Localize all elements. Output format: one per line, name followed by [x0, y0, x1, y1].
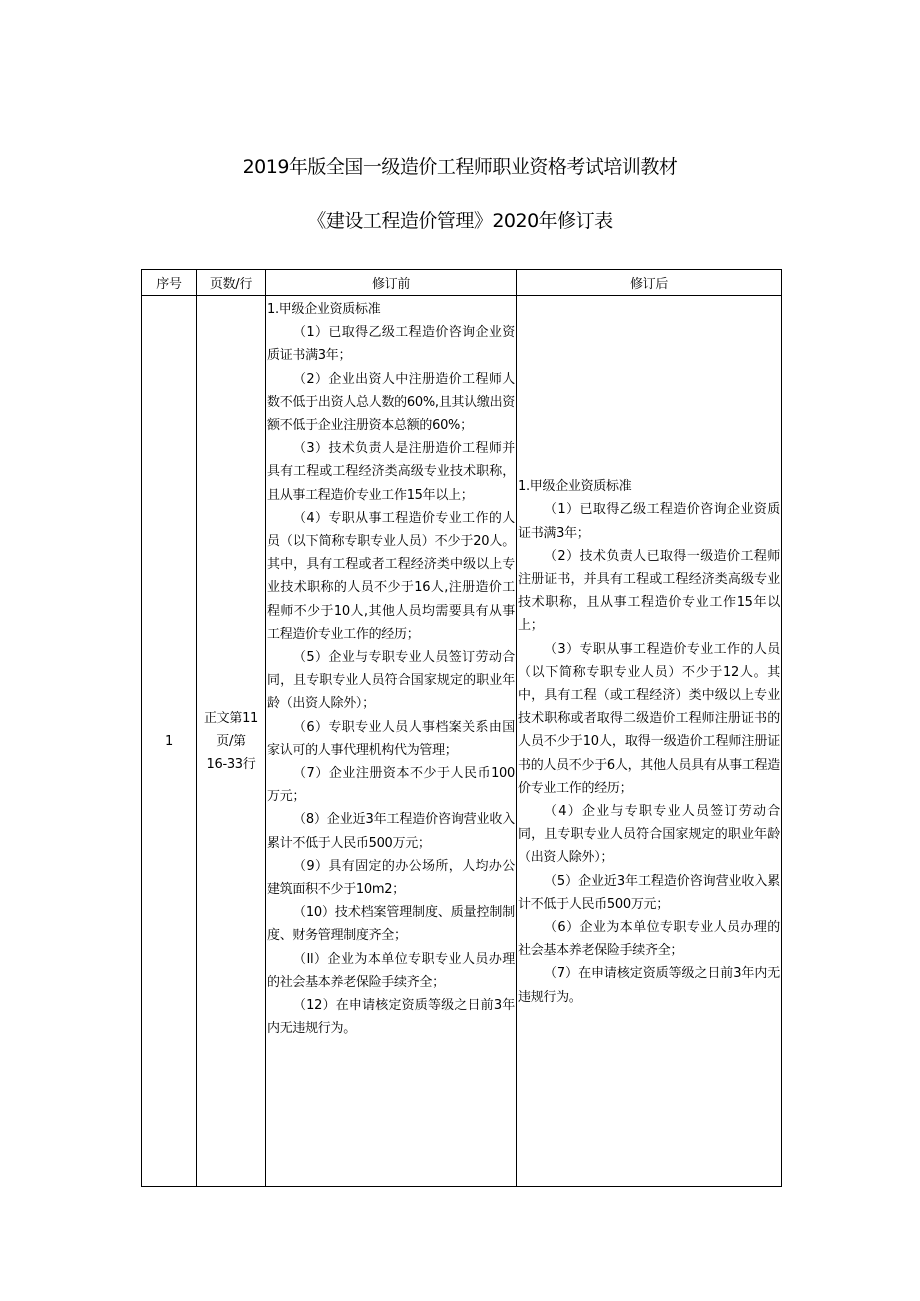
document-title: 2019年版全国一级造价工程师职业资格考试培训教材: [242, 156, 678, 178]
before-paragraph: （8）企业近3年工程造价咨询营业收入累计不低于人民币500万元；: [267, 812, 515, 851]
table-row: [142, 296, 782, 1187]
after-paragraph: （6）企业为本单位专职专业人员办理的社会基本养老保险手续齐全；: [518, 920, 780, 959]
before-paragraph: （1）已取得乙级工程造价咨询企业资质证书满3年；: [267, 325, 515, 364]
after-paragraph: （5）企业近3年工程造价咨询营业收入累计不低于人民币500万元；: [518, 873, 780, 912]
before-paragraph: （6）专职专业人员人事档案关系由国家认可的人事代理机构代为管理；: [267, 719, 515, 758]
page-line-cell: [197, 296, 266, 1187]
header-seq: 序号: [142, 270, 197, 296]
before-paragraph: （5）企业与专职专业人员签订劳动合同，且专职专业人员符合国家规定的职业年龄（出资人除外）；: [267, 650, 515, 712]
after-paragraph: （3）专职从事工程造价专业工作的人员（以下简称专职专业人员）不少于12人。其中，具有工程（或工程经济）类中级以上专业技术职称或者取得二级造价工程师注册证书的人员不少于10人，取得一级造价工程师注册证书的人员不少于6人，其他人员具有从事工程造价专业工作的经历；: [518, 641, 780, 796]
before-paragraph: 1.甲级企业资质标准: [267, 302, 381, 317]
page-line-text: 16-33行: [206, 756, 256, 772]
page-line-text: 正文第11: [203, 710, 259, 726]
after-paragraph: （2）技术负责人已取得一级造价工程师注册证书，并具有工程或工程经济类高级专业技术职称，且从事工程造价专业工作15年以上；: [518, 548, 780, 634]
before-paragraph: （9）具有固定的办公场所，人均办公建筑面积不少于10m2；: [267, 858, 515, 898]
document-subtitle: 《建设工程造价管理》2020年修订表: [307, 210, 613, 232]
header-page-line: 页数/行: [197, 270, 266, 296]
revision-table: [141, 269, 782, 1187]
page-line-text: 页/第: [216, 733, 246, 749]
after-paragraph: （1）已取得乙级工程造价咨询企业资质证书满3年；: [518, 502, 780, 541]
before-paragraph: （2）企业出资人中注册造价工程师人数不低于出资人总人数的60%,且其认缴出资额不低于企业注册资本总额的60%；: [267, 371, 515, 434]
before-paragraph: （7）企业注册资本不少于人民币100万元；: [267, 766, 515, 805]
before-paragraph: （3）技术负责人是注册造价工程师并具有工程或工程经济类高级专业技术职称，且从事工程造价专业工作15年以上；: [267, 441, 515, 503]
table-header-row: [142, 270, 782, 296]
after-paragraph: （7）在申请核定资质等级之日前3年内无违规行为。: [518, 966, 780, 1005]
after-cell: [517, 296, 782, 1187]
after-paragraph: 1.甲级企业资质标准: [518, 479, 632, 495]
header-before: 修订前: [266, 270, 517, 296]
header-after: 修订后: [517, 270, 782, 296]
row-number: 1: [142, 296, 197, 1187]
before-paragraph: （10）技术档案管理制度、质量控制制度、财务管理制度齐全；: [267, 905, 515, 944]
before-paragraph: （4）专职从事工程造价专业工作的人员（以下简称专职专业人员）不少于20人。其中，具有工程或者工程经济类中级以上专业技术职称的人员不少于16人,注册造价工程师不少于10人,其他人员均需要具有从事工程造价专业工作的经历；: [267, 510, 515, 642]
before-cell: [266, 296, 517, 1187]
before-paragraph: （12）在申请核定资质等级之日前3年内无违规行为。: [267, 998, 515, 1037]
before-paragraph: （Il）企业为本单位专职专业人员办理的社会基本养老保险手续齐全；: [267, 951, 515, 990]
after-paragraph: （4）企业与专职专业人员签订劳动合同，且专职专业人员符合国家规定的职业年龄（出资人除外）；: [518, 804, 780, 866]
